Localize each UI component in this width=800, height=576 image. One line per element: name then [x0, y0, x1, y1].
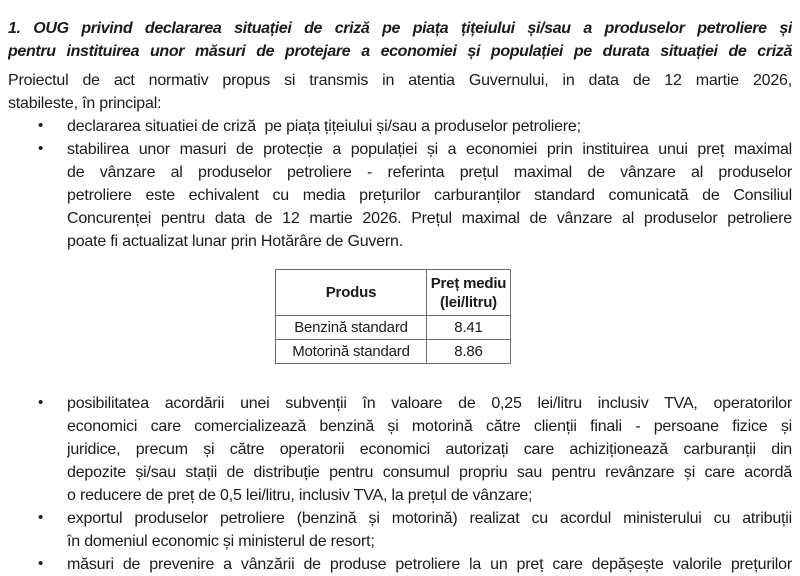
bullet-icon: •: [38, 140, 44, 157]
heading-line: 1. OUG privind declararea situației de criză pe piața țițeiului și/sau a produselor petroliere și: [8, 20, 792, 37]
table-row: [276, 316, 511, 340]
document-heading: [8, 17, 792, 63]
intro-paragraph: [8, 69, 792, 115]
table-row: [276, 340, 511, 364]
list-item-line: petroliere este echivalent cu media prețurilor carburanților standard comunicată de Consiliul: [67, 187, 792, 204]
list-item-line: posibilitatea acordării unei subvenții în valoare de 0,25 lei/litru inclusiv TVA, operatorilor: [67, 395, 792, 412]
bullet-icon: •: [38, 509, 44, 526]
list-item-line: măsuri de prevenire a vânzării de produse petroliere la un preț care depășește valorile prețurilor: [67, 556, 792, 573]
bullet-icon: •: [38, 555, 44, 572]
list-item-line: depozite și/sau stații de distribuție pentru consumul propriu sau pentru revânzare și care acordă: [67, 464, 792, 481]
list-item: [8, 553, 792, 576]
paragraph-line: Proiectul de act normativ propus si transmis in atentia Guvernului, in data de 12 martie 2026,: [8, 72, 792, 89]
heading-line: pentru instituirea unor măsuri de protejare a economiei și populației pe durata situației de criză: [8, 43, 792, 60]
list-item-line: poate fi actualizat lunar prin Hotărâre de Guvern.: [67, 233, 403, 250]
paragraph-line: stabileste, în principal:: [8, 95, 162, 112]
table-header-pret-line2: (lei/litru): [440, 293, 497, 311]
list-item: [8, 115, 792, 138]
list-item-line: în domeniul economic și ministerul de resort;: [67, 533, 375, 550]
table-header-pret: [427, 270, 511, 316]
list-item-line: stabilirea unor masuri de protecție a populației și a economiei prin instituirea unui preț maximal: [67, 141, 792, 158]
bullet-icon: •: [38, 117, 44, 134]
list-item: [8, 507, 792, 553]
table-header-row: [276, 270, 511, 316]
list-item-line: o reducere de preț de 0,5 lei/litru, inclusiv TVA, la prețul de vânzare;: [67, 487, 533, 504]
list-item-line: exportul produselor petroliere (benzină și motorină) realizat cu acordul ministerului cu atribuții: [67, 510, 792, 527]
bullet-list: [8, 115, 792, 253]
table-header-produs: Produs: [276, 270, 427, 316]
list-item-line: economici care comercializează benzină și motorină către clienții finali - persoane fizice și: [67, 418, 792, 435]
list-item: [8, 392, 792, 507]
table-cell-pret: 8.86: [427, 340, 511, 364]
table-cell-produs: Motorină standard: [276, 340, 427, 364]
bullet-list: [8, 392, 792, 576]
list-item: [8, 138, 792, 253]
list-item-line: juridice, precum și către operatorii economici autorizați care achiziționează carburanții din: [67, 441, 792, 458]
price-table: [275, 269, 511, 364]
list-item-line: Concurenței pentru data de 12 martie 2026. Prețul maximal de vânzare al produselor petroliere: [67, 210, 792, 227]
bullet-icon: •: [38, 394, 44, 411]
table-cell-pret: 8.41: [427, 316, 511, 340]
list-item-line: de vânzare al produselor petroliere - referinta prețul maximal de vânzare al produselor: [67, 164, 792, 181]
list-item-line: declararea situatiei de criză pe piața țițeiului și/sau a produselor petroliere;: [67, 118, 581, 135]
table-header-pret-line1: Preț mediu: [430, 274, 507, 292]
table-cell-produs: Benzină standard: [276, 316, 427, 340]
